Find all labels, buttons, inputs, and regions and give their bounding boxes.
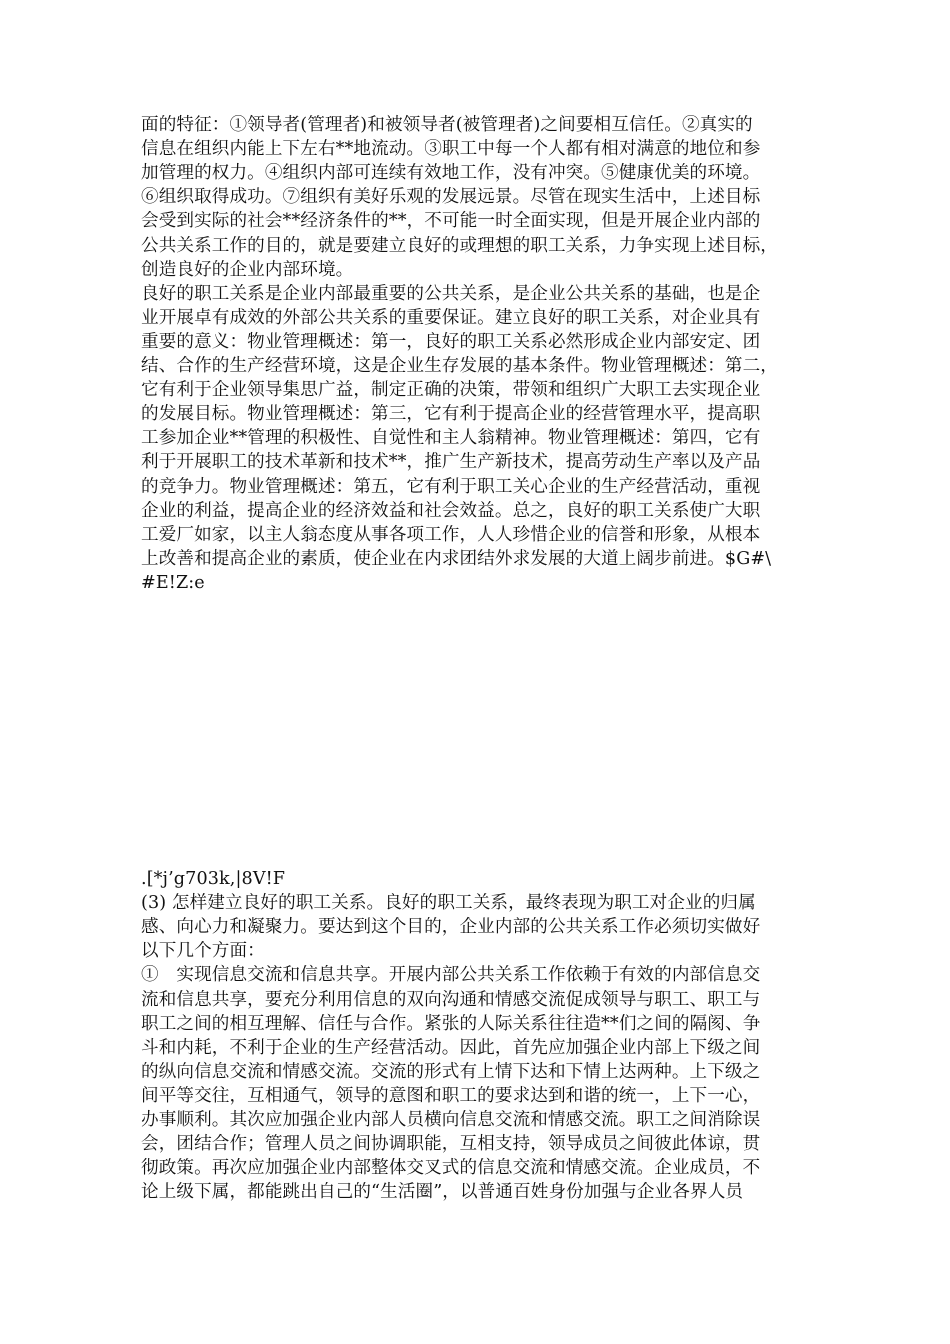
text-line: 流和信息共享，要充分利用信息的双向沟通和情感交流促成领导与职工、职工与 [141, 989, 761, 1010]
text-line: 会受到实际的社会**经济条件的**，不可能一时全面实现，但是开展企业内部的 [141, 211, 761, 232]
text-line: 办事顺利。其次应加强企业内部人员横向信息交流和情感交流。职工之间消除误 [141, 1110, 761, 1130]
text-line: 利于开展职工的技术革新和技术**，推广生产新技术，提高劳动生产率以及产品 [141, 452, 761, 473]
text-line: 业开展卓有成效的外部公共关系的重要保证。建立良好的职工关系，对企业具有 [141, 307, 761, 328]
text-line: 加管理的权力。④组织内部可连续有效地工作，没有冲突。⑤健康优美的环境。 [141, 163, 761, 184]
text-line: 面的特征：①领导者(管理者)和被领导者(被管理者)之间要相互信任。②真实的 [141, 115, 753, 135]
text-line: 以下几个方面： [141, 941, 265, 962]
text-line: 论上级下属，都能跳出自己的“生活圈”，以普通百姓身份加强与企业各界人员 [141, 1182, 744, 1203]
text-line: 间平等交往，互相通气，领导的意图和职工的要求达到和谐的统一，上下一心， [141, 1085, 761, 1106]
text-line: 结、合作的生产经营环境，这是企业生存发展的基本条件。物业管理概述：第二， [141, 356, 778, 376]
text-line: 工参加企业**管理的积极性、自觉性和主人翁精神。物业管理概述：第四，它有 [141, 428, 761, 449]
text-line: 斗和内耗，不利于企业的生产经营活动。因此，首先应加强企业内部上下级之间 [141, 1037, 761, 1058]
text-line: #E!Z:e [141, 572, 205, 593]
text-line: 信息在组织内能上下左右**地流动。③职工中每一个人都有相对满意的地位和参 [141, 139, 761, 160]
text-line: ① 实现信息交流和信息共享。开展内部公共关系工作依赖于有效的内部信息交 [141, 965, 761, 986]
text-line: (3) 怎样建立良好的职工关系。良好的职工关系，最终表现为职工对企业的归属 [141, 893, 756, 914]
text-line: 企业的利益，提高企业的经济效益和社会效益。总之，良好的职工关系使广大职 [141, 500, 761, 521]
text-line: 的竞争力。物业管理概述：第五，它有利于职工关心企业的生产经营活动，重视 [141, 476, 761, 497]
text-line: 良好的职工关系是企业内部最重要的公共关系，是企业公共关系的基础，也是企 [141, 283, 761, 304]
text-line: 会，团结合作；管理人员之间协调职能，互相支持，领导成员之间彼此体谅，贯 [141, 1134, 761, 1155]
text-line: ⑥组织取得成功。⑦组织有美好乐观的发展远景。尽管在现实生活中，上述目标 [141, 187, 761, 208]
text-line: 公共关系工作的目的，就是要建立良好的或理想的职工关系，力争实现上述目标， [141, 235, 778, 256]
text-line: 的发展目标。物业管理概述：第三，它有利于提高企业的经营管理水平，提高职 [141, 404, 761, 425]
text-line: 创造良好的企业内部环境。 [141, 259, 354, 280]
text-line: 重要的意义：物业管理概述：第一，良好的职工关系必然形成企业内部安定、团 [141, 331, 761, 352]
text-line: 上改善和提高企业的素质，使企业在内求团结外求发展的大道上阔步前进。$G#\ [141, 548, 772, 569]
text-line: 的纵向信息交流和情感交流。交流的形式有上情下达和下情上达两种。上下级之 [141, 1061, 761, 1082]
text-line: 感、向心力和凝聚力。要达到这个目的，企业内部的公共关系工作必须切实做好 [141, 917, 761, 938]
text-line: 彻政策。再次应加强企业内部整体交叉式的信息交流和情感交流。企业成员，不 [141, 1158, 761, 1179]
text-line: .[*j’g703k,|8V!F [141, 869, 286, 889]
text-line: 职工之间的相互理解、信任与合作。紧张的人际关系往往造**们之间的隔阂、争 [141, 1013, 761, 1034]
text-line: 工爱厂如家，以主人翁态度从事各项工作，人人珍惜企业的信誉和形象，从根本 [141, 524, 761, 545]
text-line: 它有利于企业领导集思广益，制定正确的决策，带领和组织广大职工去实现企业 [141, 380, 761, 401]
